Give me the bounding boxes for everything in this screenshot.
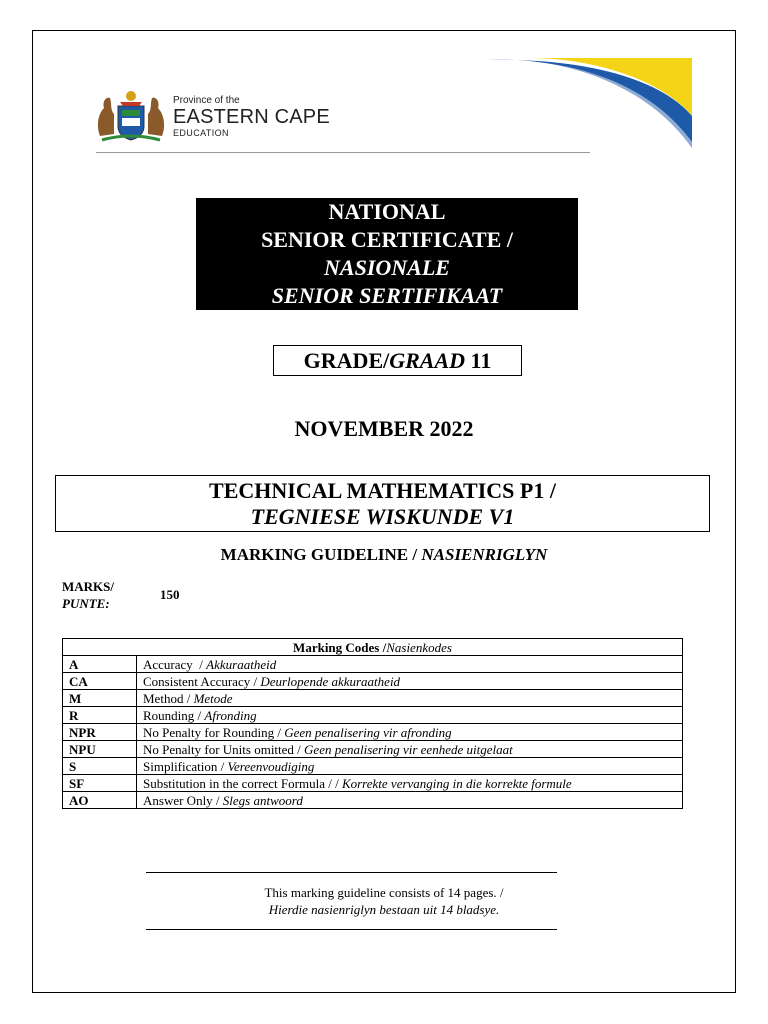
marks-label-en: MARKS/ xyxy=(62,579,114,594)
code-cell: CA xyxy=(63,673,137,690)
description-af: Deurlopende akkuraatheid xyxy=(260,673,401,689)
table-row xyxy=(63,792,683,809)
description-en: Substitution in the correct Formula / / xyxy=(143,775,342,791)
description-en: Rounding / xyxy=(143,707,205,723)
table-row xyxy=(63,775,683,792)
description-cell xyxy=(137,758,683,775)
certificate-line-2: SENIOR CERTIFICATE / xyxy=(261,227,513,252)
description-cell xyxy=(137,775,683,792)
description-en: Answer Only / xyxy=(143,792,223,808)
certificate-line-1: NATIONAL xyxy=(328,199,446,224)
swoosh-graphic-icon xyxy=(488,56,692,148)
table-header-af: Nasienkodes xyxy=(386,639,452,655)
logo-text xyxy=(173,95,330,139)
exam-date: NOVEMBER 2022 xyxy=(294,416,474,441)
table-row xyxy=(63,656,683,673)
grade-box xyxy=(273,345,522,376)
code-cell: NPU xyxy=(63,741,137,758)
description-cell xyxy=(137,690,683,707)
footer-note xyxy=(0,884,768,918)
description-af: Geen penalisering vir afronding xyxy=(284,724,452,740)
code-cell: SF xyxy=(63,775,137,792)
description-cell xyxy=(137,792,683,809)
code-cell: M xyxy=(63,690,137,707)
grade-number: 11 xyxy=(470,348,492,373)
description-cell xyxy=(137,656,683,673)
table-row xyxy=(63,741,683,758)
code-cell: R xyxy=(63,707,137,724)
guideline-title xyxy=(0,544,768,566)
marks-label xyxy=(62,578,114,612)
table-row xyxy=(63,724,683,741)
description-en: Method / xyxy=(143,690,194,706)
description-af: Metode xyxy=(193,690,233,706)
description-cell xyxy=(137,724,683,741)
table-header-row xyxy=(63,639,683,656)
description-af: Vereenvoudiging xyxy=(227,758,315,774)
footer-line-af: Hierdie nasienriglyn bestaan uit 14 bladsye. xyxy=(268,902,500,917)
description-en: Simplification / xyxy=(143,758,228,774)
description-af: Afronding xyxy=(204,707,257,723)
logo-department: EDUCATION xyxy=(173,128,229,138)
code-cell: AO xyxy=(63,792,137,809)
table-header xyxy=(63,639,683,656)
guideline-title-af: NASIENRIGLYN xyxy=(421,545,548,564)
header-divider xyxy=(96,152,590,153)
table-row xyxy=(63,758,683,775)
description-af: Geen penalisering vir eenhede uitgelaat xyxy=(304,741,513,757)
subject-title-en: TECHNICAL MATHEMATICS P1 / xyxy=(209,478,556,503)
logo-province: Province of the xyxy=(173,95,240,106)
table-row xyxy=(63,707,683,724)
code-cell: A xyxy=(63,656,137,673)
subject-box xyxy=(55,475,710,532)
footer-line-en: This marking guideline consists of 14 pages. / xyxy=(264,885,504,900)
code-cell: S xyxy=(63,758,137,775)
description-cell xyxy=(137,707,683,724)
certificate-line-4: SENIOR SERTIFIKAAT xyxy=(271,283,503,308)
table-row xyxy=(63,690,683,707)
description-af: Slegs antwoord xyxy=(222,792,303,808)
grade-label-en: GRADE/ xyxy=(303,348,390,373)
table-row xyxy=(63,673,683,690)
description-cell xyxy=(137,741,683,758)
marks-label-af: PUNTE: xyxy=(62,596,110,611)
marks-value: 150 xyxy=(160,587,180,602)
logo-name: EASTERN CAPE xyxy=(173,106,330,128)
description-en: Accuracy / xyxy=(143,656,207,672)
footer-top-rule xyxy=(146,872,557,873)
guideline-title-en: MARKING GUIDELINE / xyxy=(220,545,422,564)
description-en: Consistent Accuracy / xyxy=(143,673,261,689)
marking-codes-table xyxy=(62,638,683,809)
certificate-line-3: NASIONALE xyxy=(324,255,450,280)
grade-label-af: GRAAD xyxy=(389,348,466,373)
description-en: No Penalty for Units omitted / xyxy=(143,741,305,757)
description-en: No Penalty for Rounding / xyxy=(143,724,285,740)
code-cell: NPR xyxy=(63,724,137,741)
description-af: Akkuraatheid xyxy=(206,656,277,672)
table-header-en: Marking Codes / xyxy=(293,639,387,655)
footer-bottom-rule xyxy=(146,929,557,930)
description-cell xyxy=(137,673,683,690)
subject-title-af: TEGNIESE WISKUNDE V1 xyxy=(250,504,515,529)
certificate-title-block xyxy=(196,198,578,310)
description-af: Korrekte vervanging in die korrekte formule xyxy=(341,775,572,791)
